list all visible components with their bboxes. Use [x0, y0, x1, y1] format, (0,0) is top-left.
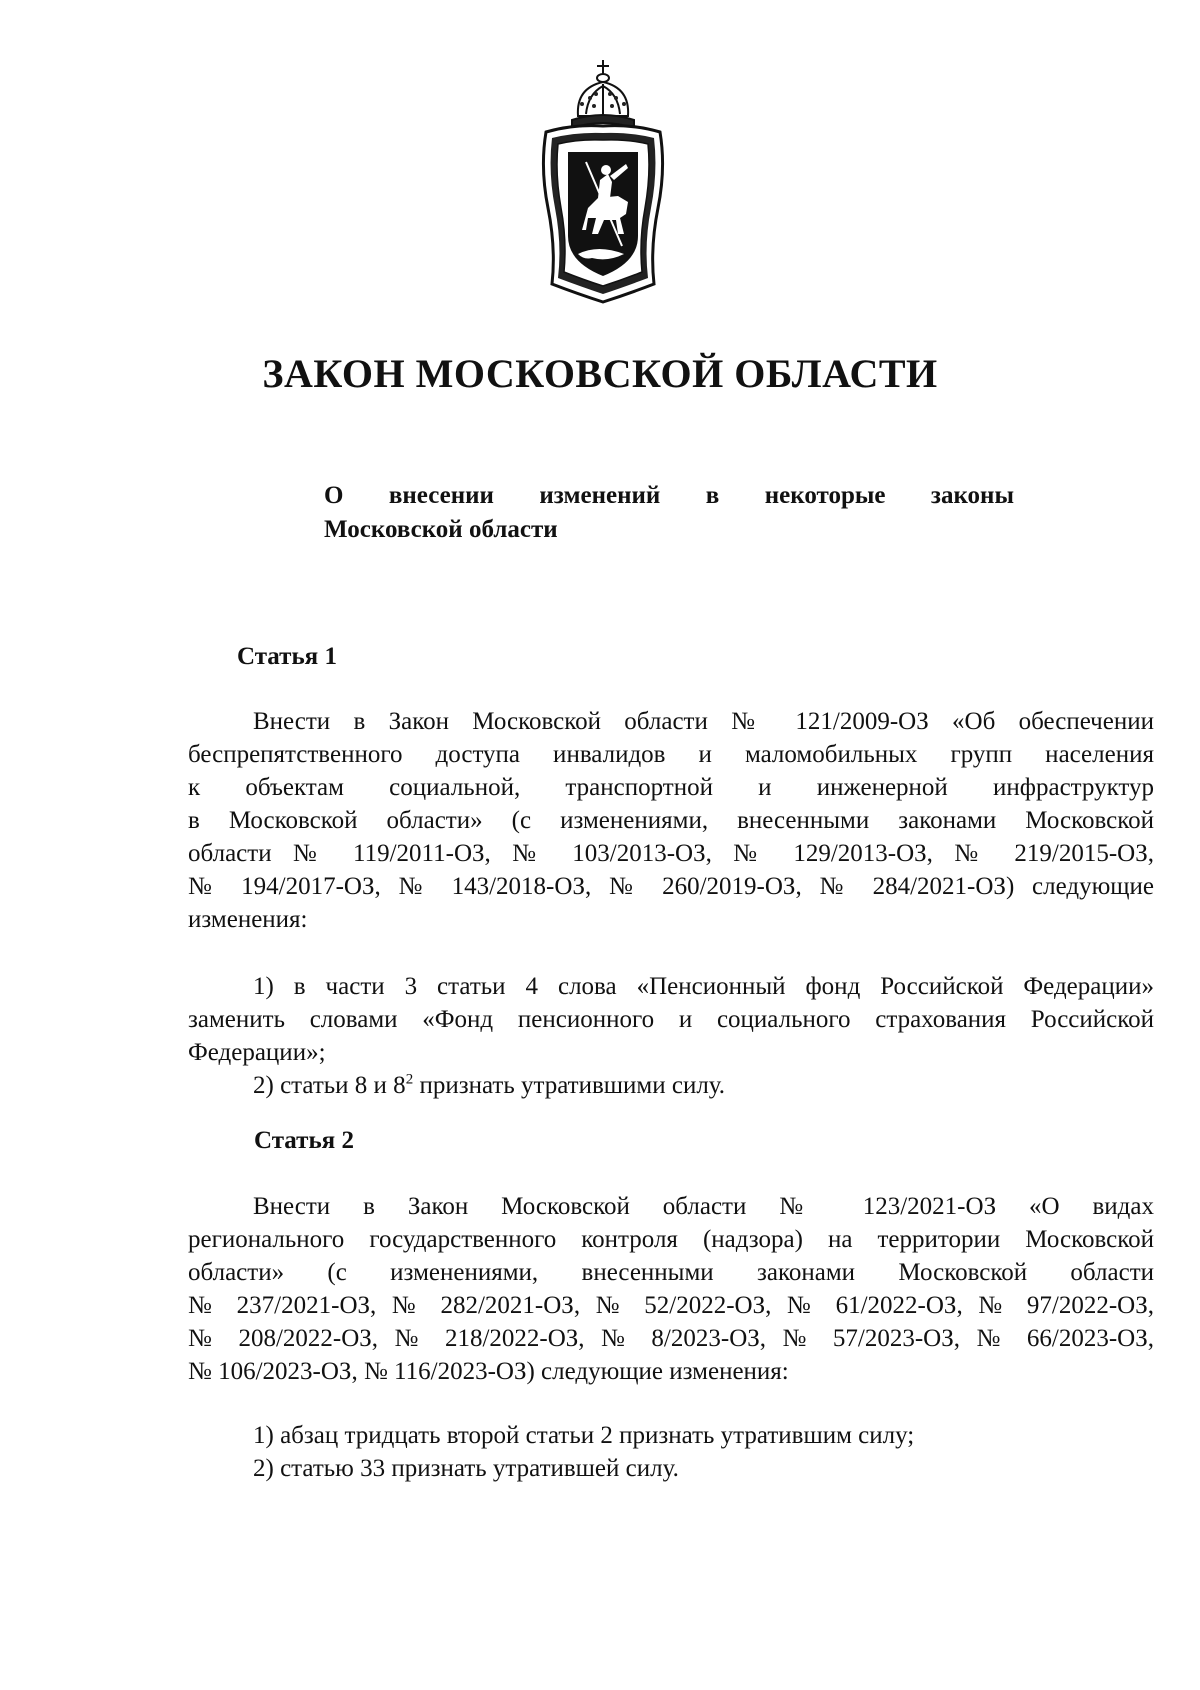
text-line: изменения:: [188, 906, 308, 933]
subject-word: в: [705, 482, 720, 509]
subject-word: изменений: [539, 482, 661, 509]
text-line: № 237/2021-ОЗ, № 282/2021-ОЗ, № 52/2022-ОЗ, № 61/2022-ОЗ, № 97/2022-ОЗ,: [188, 1292, 1154, 1319]
superscript-number: 2: [405, 1071, 414, 1088]
text-line: беспрепятственного доступа инвалидов и маломобильных групп населения: [188, 741, 1154, 768]
subject-word: внесении: [388, 482, 494, 509]
text-line: Внести в Закон Московской области № 121/2009-ОЗ «Об обеспечении: [253, 708, 1154, 735]
article-1-item-2: [188, 1069, 1154, 1102]
subject-word: О: [324, 482, 344, 509]
text-line: № 208/2022-ОЗ, № 218/2022-ОЗ, № 8/2023-ОЗ, № 57/2023-ОЗ, № 66/2023-ОЗ,: [188, 1325, 1154, 1352]
article-1-heading: Статья 1: [237, 643, 337, 670]
document-title: ЗАКОН МОСКОВСКОЙ ОБЛАСТИ: [262, 351, 938, 396]
text-line: заменить словами «Фонд пенсионного и социального страхования Российской: [188, 1006, 1154, 1033]
text-line: к объектам социальной, транспортной и инженерной инфраструктур: [188, 774, 1154, 801]
subject-word: некоторые: [764, 482, 886, 509]
moscow-oblast-coat-of-arms-icon: [538, 58, 668, 306]
subject-line-1: [324, 479, 1014, 513]
article-2-items: [188, 1419, 1154, 1485]
item-2-suffix: признать утратившими силу.: [413, 1072, 726, 1099]
subject-line-2: Московской области: [324, 516, 558, 543]
text-line: 2) статью 33 признать утратившей силу.: [253, 1455, 679, 1482]
document-subject: [324, 479, 1014, 547]
text-line: Федерации»;: [188, 1039, 326, 1066]
text-line: в Московской области» (с изменениями, внесенными законами Московской: [188, 807, 1154, 834]
subject-word: законы: [930, 482, 1014, 509]
text-line: [188, 1069, 1154, 1102]
text-line: области» (с изменениями, внесенными законами Московской области: [188, 1259, 1154, 1286]
article-1-intro: [188, 705, 1154, 936]
item-2-prefix: 2) статьи 8 и 8: [253, 1072, 406, 1099]
text-line: регионального государственного контроля (надзора) на территории Московской: [188, 1226, 1154, 1253]
article-2-intro: [188, 1190, 1154, 1388]
text-line: № 194/2017-ОЗ, № 143/2018-ОЗ, № 260/2019-ОЗ, № 284/2021-ОЗ) следующие: [188, 873, 1154, 900]
article-1-item-1: [188, 970, 1154, 1069]
text-line: 1) в части 3 статьи 4 слова «Пенсионный фонд Российской Федерации»: [253, 973, 1154, 1000]
text-line: № 106/2023-ОЗ, № 116/2023-ОЗ) следующие изменения:: [188, 1358, 789, 1385]
article-2-heading: Статья 2: [254, 1127, 354, 1154]
text-line: 1) абзац тридцать второй статьи 2 признать утратившим силу;: [253, 1422, 915, 1449]
text-line: Внести в Закон Московской области № 123/2021-ОЗ «О видах: [253, 1193, 1154, 1220]
text-line: области № 119/2011-ОЗ, № 103/2013-ОЗ, № 129/2013-ОЗ, № 219/2015-ОЗ,: [188, 840, 1154, 867]
